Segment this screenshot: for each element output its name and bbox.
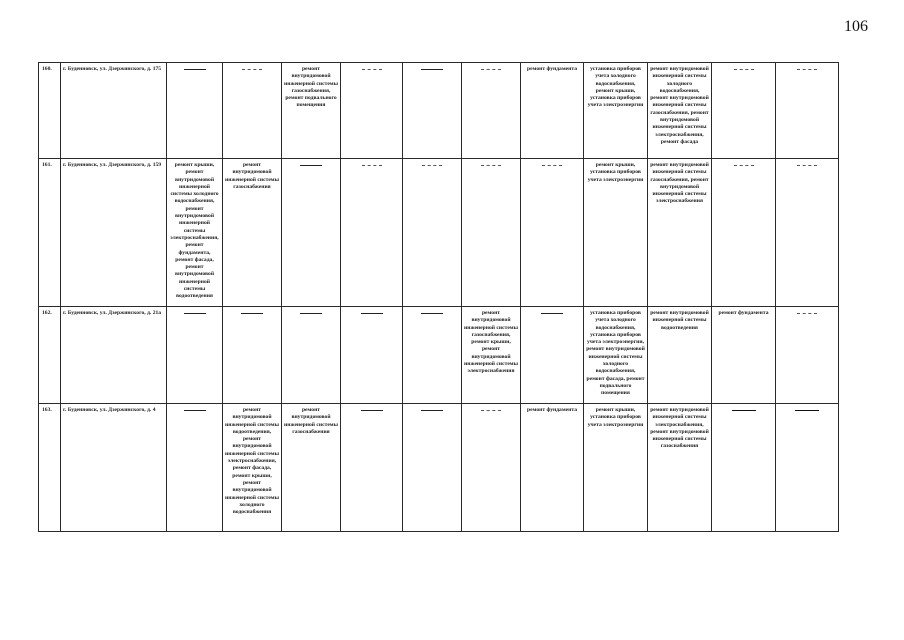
work-description: установка приборов учета холодного водоснабжения, ремонт крыши, установка приборов учета электроэнергии — [587, 66, 644, 109]
work-cell — [776, 63, 839, 159]
work-description: ремонт внутридомовой инженерной системы газоснабжения, ремонт крыши, ремонт внутридомовой инженерной системы электроснабжения — [464, 310, 518, 375]
empty-dash — [184, 69, 206, 70]
empty-dash — [300, 313, 322, 314]
work-cell — [776, 404, 839, 532]
empty-dash — [732, 410, 756, 411]
empty-dash — [422, 165, 442, 166]
work-description: ремонт фундамента — [526, 66, 577, 72]
work-description: ремонт внутридомовой инженерной системы водоотведения, ремонт внутридомовой инженерной системы электроснабжения, ремонт фасада, ремонт крыши, ремонт внутридомовой инженерной системы холодного водоснабжения — [225, 407, 279, 516]
row-number: 161. — [39, 159, 61, 307]
work-cell — [341, 404, 403, 532]
work-cell — [462, 404, 521, 532]
table-row — [39, 63, 839, 159]
row-number: 162. — [39, 307, 61, 404]
address-cell: г. Буденновск, ул. Дзержинского, д. 175 — [61, 63, 167, 159]
empty-dash — [184, 313, 206, 314]
work-description: ремонт внутридомовой инженерной системы газоснабжения, ремонт внутридомовой инженерной системы электроснабжения — [650, 162, 709, 205]
work-description: установка приборов учета холодного водоснабжения, установка приборов учета электроэнергии, ремонт внутридомовой инженерной системы холодного водоснабжения, ремонт фасада, ремонт подвального помещения — [586, 310, 645, 397]
work-cell — [462, 63, 521, 159]
empty-dash — [421, 313, 443, 314]
work-cell — [712, 307, 776, 404]
work-cell — [648, 63, 712, 159]
empty-dash — [242, 69, 262, 70]
empty-dash — [542, 165, 562, 166]
work-description: ремонт фундамента — [718, 310, 769, 316]
work-cell — [521, 404, 584, 532]
work-description: ремонт внутридомовой инженерной системы газоснабжения — [284, 407, 338, 435]
work-cell — [712, 404, 776, 532]
empty-dash — [481, 165, 501, 166]
empty-dash — [797, 313, 817, 314]
empty-dash — [734, 69, 754, 70]
work-cell — [403, 159, 462, 307]
work-cell — [282, 159, 341, 307]
work-cell — [776, 307, 839, 404]
work-cell — [521, 63, 584, 159]
work-cell — [223, 63, 282, 159]
work-description: ремонт внутридомовой инженерной системы электроснабжения, ремонт внутридомовой инженерной системы газоснабжения — [650, 407, 709, 450]
work-cell — [648, 159, 712, 307]
row-number: 160. — [39, 63, 61, 159]
work-description: ремонт крыши, установка приборов учета электроэнергии — [587, 162, 644, 183]
empty-dash — [361, 410, 383, 411]
work-cell — [167, 159, 223, 307]
work-cell — [167, 307, 223, 404]
work-cell — [282, 404, 341, 532]
empty-dash — [797, 165, 817, 166]
empty-dash — [184, 410, 206, 411]
address-cell: г. Буденновск, ул. Дзержинского, д. 4 — [61, 404, 167, 532]
empty-dash — [481, 410, 501, 411]
repair-schedule-table — [38, 62, 839, 532]
work-cell — [648, 307, 712, 404]
empty-dash — [241, 313, 263, 314]
work-description: ремонт крыши, ремонт внутридомовой инженерной системы холодного водоснабжения, ремонт внутридомовой инженерной системы электроснабжения, ремонт фундамента, ремонт фасада, ремонт внутридомовой инженерной системы водоотведения — [170, 162, 219, 300]
work-cell — [341, 63, 403, 159]
empty-dash — [421, 410, 443, 411]
table-row — [39, 404, 839, 532]
page-number: 106 — [844, 18, 868, 35]
work-cell — [167, 63, 223, 159]
work-cell — [223, 404, 282, 532]
work-cell — [167, 404, 223, 532]
empty-dash — [362, 165, 382, 166]
work-cell — [776, 159, 839, 307]
empty-dash — [797, 69, 817, 70]
work-cell — [403, 404, 462, 532]
work-cell — [521, 159, 584, 307]
work-cell — [462, 307, 521, 404]
empty-dash — [421, 69, 443, 70]
work-cell — [648, 404, 712, 532]
work-description: ремонт фундамента — [526, 407, 577, 413]
empty-dash — [481, 69, 501, 70]
work-cell — [584, 404, 648, 532]
work-cell — [341, 159, 403, 307]
empty-dash — [795, 410, 819, 411]
row-number: 163. — [39, 404, 61, 532]
work-cell — [282, 307, 341, 404]
work-description: ремонт внутридомовой инженерной системы холодного водоснабжения, ремонт внутридомовой инженерной системы газоснабжения, ремонт внутридомовой инженерной системы электроснабжения, ремонт фасада — [650, 66, 709, 145]
table-row — [39, 307, 839, 404]
work-cell — [521, 307, 584, 404]
table-row — [39, 159, 839, 307]
work-description: ремонт внутридомовой инженерной системы газоснабжения, ремонт подвального помещения — [284, 66, 338, 109]
work-cell — [223, 159, 282, 307]
work-cell — [712, 159, 776, 307]
work-cell — [584, 159, 648, 307]
work-description: ремонт внутридомовой инженерной системы газоснабжения — [225, 162, 279, 190]
work-cell — [584, 63, 648, 159]
work-cell — [403, 63, 462, 159]
work-cell — [403, 307, 462, 404]
work-description: ремонт крыши, установка приборов учета электроэнергии — [587, 407, 644, 428]
work-description: ремонт внутридомовой инженерной системы водоотведения — [650, 310, 709, 331]
work-cell — [282, 63, 341, 159]
work-cell — [341, 307, 403, 404]
empty-dash — [541, 313, 563, 314]
empty-dash — [300, 165, 322, 166]
work-cell — [223, 307, 282, 404]
address-cell: г. Буденновск, ул. Дзержинского, д. 21а — [61, 307, 167, 404]
empty-dash — [734, 165, 754, 166]
empty-dash — [361, 313, 383, 314]
empty-dash — [362, 69, 382, 70]
work-cell — [712, 63, 776, 159]
address-cell: г. Буденновск, ул. Дзержинского, д. 159 — [61, 159, 167, 307]
work-cell — [462, 159, 521, 307]
work-cell — [584, 307, 648, 404]
